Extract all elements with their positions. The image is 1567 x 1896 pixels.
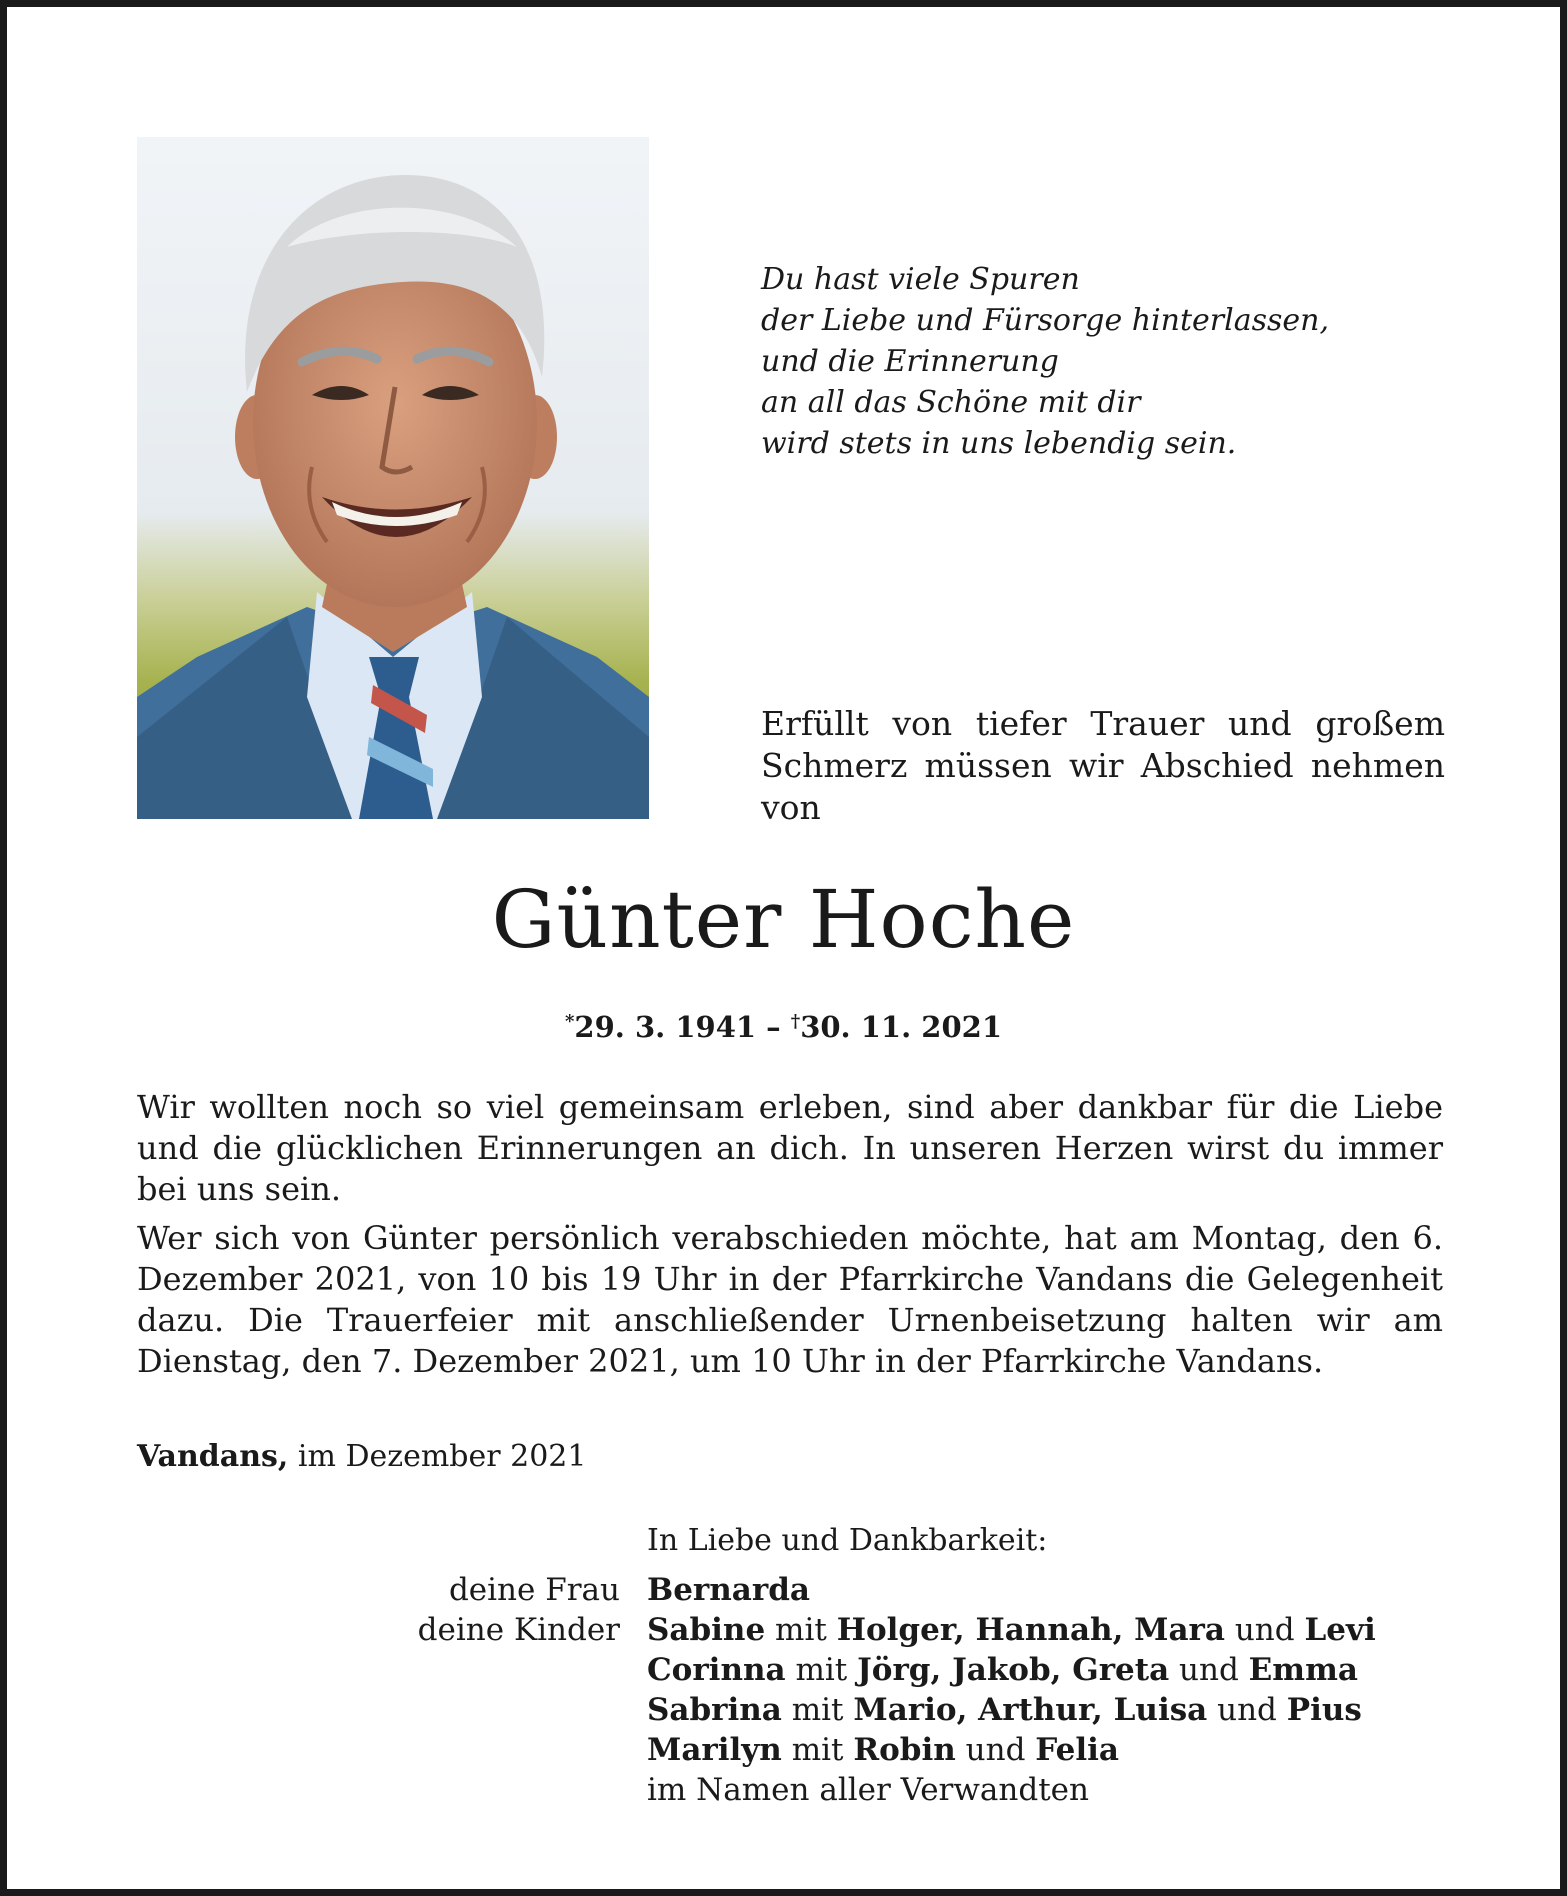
life-dates (7, 1002, 1560, 1047)
portrait-photo (137, 137, 649, 819)
birth-date: 29. 3. 1941 (574, 1010, 757, 1044)
child-row: Corinna mit Jörg, Jakob, Greta und Emma (647, 1652, 1358, 1688)
death-symbol: † (790, 1011, 801, 1032)
wife-name: Bernarda (647, 1572, 810, 1608)
quote-line: Du hast viele Spuren (761, 262, 1080, 297)
family-closing: im Namen aller Verwandten (647, 1772, 1089, 1808)
memorial-quote (761, 259, 1441, 464)
body-paragraph: Wer sich von Günter persönlich verabschieden möchte, hat am Montag, den 6. Dezember 2021, von 10 bis 19 Uhr in der Pfarrkirche Vandans die Gelegenheit dazu. Die Trauerfeier mit anschließender Urnenbeisetzung halten wir am Dienstag, den 7. Dezember 2021, um 10 Uhr in der Pfarrkirche Vandans. (137, 1219, 1443, 1380)
place-date (137, 1437, 586, 1477)
child-row: Marilyn mit Robin und Felia (647, 1732, 1119, 1768)
wife-label: deine Frau (448, 1572, 620, 1608)
quote-line: der Liebe und Fürsorge hinterlassen, (761, 303, 1330, 338)
date-separator: – (756, 1010, 791, 1044)
thanks-line: In Liebe und Dankbarkeit: (647, 1523, 1048, 1558)
body-paragraph: Wir wollten noch so viel gemeinsam erleben, sind aber dankbar für die Liebe und die glücklichen Erinnerungen an dich. In unseren Herzen wirst du immer bei uns sein. (137, 1088, 1443, 1208)
quote-line: wird stets in uns lebendig sein. (761, 426, 1237, 461)
quote-line: an all das Schöne mit dir (761, 385, 1141, 420)
quote-line: und die Erinnerung (761, 344, 1059, 379)
body-text (137, 1087, 1443, 1390)
place-town: Vandans, (137, 1439, 289, 1474)
birth-symbol: * (565, 1011, 575, 1032)
deceased-name: Günter Hoche (491, 873, 1076, 966)
place-date-text: im Dezember 2021 (297, 1439, 587, 1474)
child-row: Sabrina mit Mario, Arthur, Luisa und Pius (647, 1692, 1362, 1728)
child-row: Sabine mit Holger, Hannah, Mara und Levi (647, 1612, 1376, 1648)
intro-text: Erfüllt von tiefer Trauer und großem Schmerz müssen wir Abschied nehmen von (761, 704, 1445, 827)
death-date: 30. 11. 2021 (800, 1010, 1002, 1044)
portrait-illustration (137, 137, 649, 819)
children-label: deine Kinder (417, 1612, 620, 1648)
family-names (647, 1570, 1376, 1810)
family-labels (418, 1570, 620, 1650)
